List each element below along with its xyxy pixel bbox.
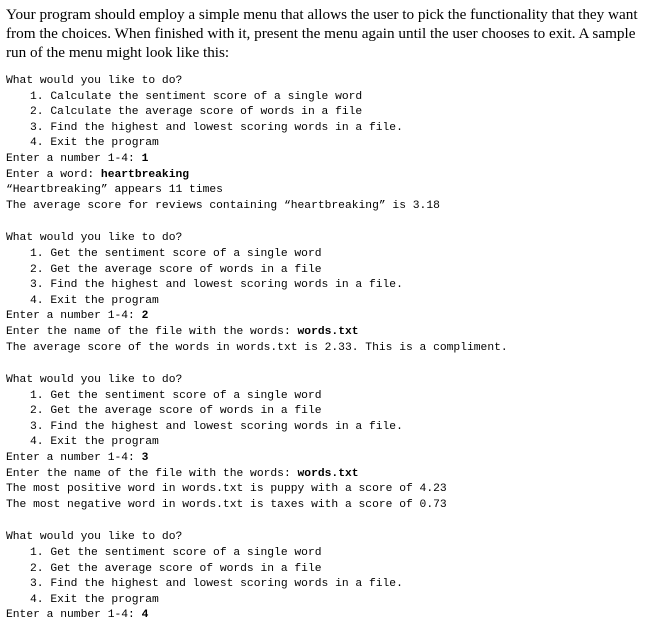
choice-line: [6, 451, 646, 467]
choice-prompt: Enter a number 1-4:: [6, 609, 142, 622]
menu-prompt: What would you like to do?: [6, 531, 183, 544]
menu-item-4: 4. Exit the program: [30, 593, 159, 606]
menu-item-3: 3. Find the highest and lowest scoring words in a file.: [30, 121, 403, 134]
choice-value: 1: [141, 152, 149, 165]
output-line: The most negative word in words.txt is taxes with a score of 0.73: [6, 498, 447, 511]
input-value: words.txt: [297, 467, 359, 480]
sample-run-2: [6, 231, 646, 356]
choice-prompt: Enter a number 1-4:: [6, 310, 142, 323]
output-line: The average score for reviews containing “heartbreaking” is 3.18: [6, 199, 440, 212]
menu-prompt: What would you like to do?: [6, 232, 183, 245]
output-line: The average score of the words in words.txt is 2.33. This is a compliment.: [6, 341, 508, 354]
output-line: The most positive word in words.txt is puppy with a score of 4.23: [6, 483, 447, 496]
menu-item-4: 4. Exit the program: [30, 294, 159, 307]
output-line: “Heartbreaking” appears 11 times: [6, 184, 223, 197]
menu-item-3: 3. Find the highest and lowest scoring words in a file.: [30, 279, 403, 292]
input-line: [6, 325, 646, 341]
choice-line: [6, 608, 646, 624]
menu-item-1: 1. Calculate the sentiment score of a single word: [30, 90, 363, 103]
intro-paragraph: Your program should employ a simple menu that allows the user to pick the functionality that they want from the choices. When finished with it, present the menu again until the user chooses to exit. A sample run of the menu might look like this:: [6, 6, 638, 61]
input-prompt: Enter the name of the file with the words:: [6, 467, 298, 480]
menu-item-2: 2. Get the average score of words in a file: [30, 562, 322, 575]
sample-run-1: [6, 74, 646, 214]
menu-item-3: 3. Find the highest and lowest scoring words in a file.: [30, 420, 403, 433]
menu-item-2: 2. Get the average score of words in a file: [30, 405, 322, 418]
input-line: [6, 467, 646, 483]
input-value: words.txt: [297, 325, 359, 338]
sample-run-4: [6, 530, 646, 624]
input-line: [6, 168, 646, 184]
choice-value: 2: [141, 310, 149, 323]
menu-item-1: 1. Get the sentiment score of a single word: [30, 247, 322, 260]
menu-item-2: 2. Get the average score of words in a file: [30, 263, 322, 276]
input-prompt: Enter the name of the file with the words:: [6, 325, 298, 338]
choice-line: [6, 309, 646, 325]
choice-value: 4: [141, 609, 149, 622]
sample-run-3: [6, 373, 646, 513]
menu-prompt: What would you like to do?: [6, 75, 183, 87]
menu-prompt: What would you like to do?: [6, 374, 183, 387]
choice-prompt: Enter a number 1-4:: [6, 452, 142, 465]
menu-item-4: 4. Exit the program: [30, 137, 159, 150]
menu-item-1: 1. Get the sentiment score of a single word: [30, 389, 322, 402]
menu-item-3: 3. Find the highest and lowest scoring words in a file.: [30, 578, 403, 591]
choice-line: [6, 152, 646, 168]
input-value: heartbreaking: [100, 168, 190, 181]
input-prompt: Enter a word:: [6, 168, 101, 181]
menu-item-4: 4. Exit the program: [30, 436, 159, 449]
document: [6, 5, 646, 641]
menu-item-1: 1. Get the sentiment score of a single word: [30, 547, 322, 560]
menu-item-2: 2. Calculate the average score of words in a file: [30, 106, 363, 119]
choice-prompt: Enter a number 1-4:: [6, 152, 142, 165]
choice-value: 3: [141, 452, 149, 465]
